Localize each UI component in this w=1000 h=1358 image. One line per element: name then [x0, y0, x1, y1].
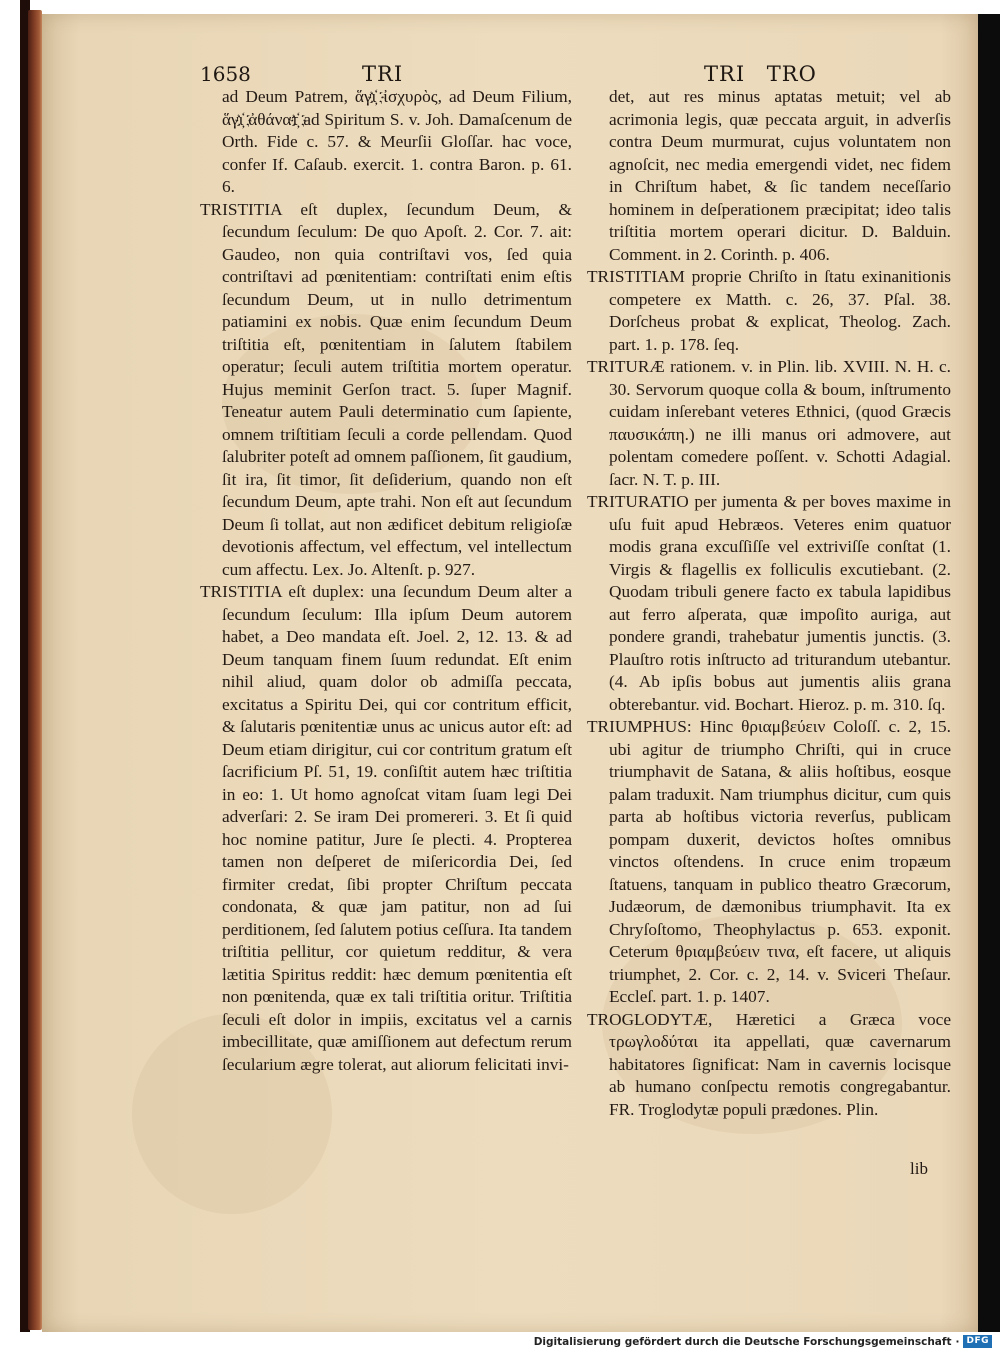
entry-paragraph: TRITURATIO per jumenta & per boves maxime in uſu fuit apud Hebræos. Veteres enim quatuor modis grana excuſſiſſe vel extriviſſe conſtat (1. Virgis & flagellis ex folliculis excutiebant. (2. Quodam tribuli genere facto ex tabula lapidibus aut ferro aſperata, quæ impoſito auriga, aut pondere grandi, trahebatur jumentis junctis. (3. Plauſtro rotis inſtructo ad triturandum utebantur. (4. Ab ipſis bobus aut jumentis aliis grana obterebantur. vid. Bochart. Hieroz. p. m. 310. ſq. [587, 492, 951, 714]
entry-paragraph: TRISTITIA eſt duplex: una ſecundum Deum alter a ſecundum ſeculum: Illa ipſum Deum autorem habet, a Deo mandata eſt. Joel. 2, 12. 13. & ad Deum tanquam finem ſuum redundat. Eſt enim nihil aliud, quam dolor ob admiſſa peccata, excitatus a Spiritu Dei, qui cor contritum efficit, & ſalutaris pœnitentiæ unus ac unicus autor eſt: ad Deum etiam dirigitur, cui cor contritum gratum eſt ſacrificium Pſ. 51, 19. conſiſtit autem hæc triſtitia in eo: 1. Ut homo agnoſcat vitam ſuam legi Dei adverſari: 2. Se iram Dei promereri. 3. Et ſi quid hoc nomine patitur, Jure ſe plecti. 4. Propterea tamen non deſperet de miſericordia Dei, ſed firmiter credat, ſibi propter Chriſtum peccata condonata, & quæ jam patitur, non ad ſui perditionem, ſed ſalutem potius ceſſura. Ita tandem triſtitia pellitur, cor quietum redditur, & vera lætitia Spiritus reddit: hæc demum pœnitentia eſt non pœnitenda, quæ ex tali triſtitia oritur. Triſtitia ſeculi eſt dolor in impiis, excitatus vel a carnis imbecillitate, quæ amiſſionem aut defectum rerum ſecularium ægre tolerat, aut aliorum felicitati invi- [200, 582, 572, 1074]
footer-text: Digitalisierung gefördert durch die Deutsche Forschungsgemeinschaft [533, 1335, 952, 1348]
left-column [200, 86, 572, 1076]
entry-paragraph: TRISTITIA eſt duplex, ſecundum Deum, & ſecundum ſeculum: De quo Apoſt. 2. Cor. 7. ait: Gaudeo, non quia contriſtavi vos, ſed quia contriſtavi ad pœnitentiam: contriſtati enim eſtis ſecundum Deum, ut in nullo detrimentum patiamini ex nobis. Quæ enim ſecundum Deum triſtitia eſt, pœnitentiam in ſalutem ſtabilem operatur; ſeculi autem triſtitia mortem operatur. Hujus meminit Gerſon tract. 5. ſuper Magnif. Teneatur autem Pauli determinatio cum ſapiente, omnem triſtitiam ſeculi a corde pellendam. Quod ſalubriter poteſt ad omnem paſſionem, ſit gaudium, ſit ira, ſit timor, ſit deſiderium, quando non eſt ſecundum Deum, apte trahi. Non eſt aut ſecundum Deum ſi tollat, aut non ædificet debitum religioſæ devotionis affectum, vel effectum, vel intellectum cum affectu. Lex. Jo. Altenſt. p. 927. [200, 199, 572, 579]
entry-paragraph: det, aut res minus aptatas metuit; vel ab acrimonia legis, quæ peccata arguit, in adverſis contra Deum murmurat, cujus voluntatem non agnoſcit, nec media emergendi videt, nec fidem in Chriſtum habet, & ſic tandem neceſſario hominem in deſperationem præcipitat; ideo talis triſtitia mortem operari dicitur. D. Balduin. Comment. in 2. Corinth. p. 406. [609, 87, 951, 264]
page-number: 1658 [200, 62, 251, 86]
entry-paragraph: TRITURÆ rationem. v. in Plin. lib. XVIII. N. H. c. 30. Servorum quoque colla & boum, inſtrumento cuidam inſerebant veteres Ethnici, (quod Græcis παυσικάπη.) ne illi manus ori admovere, aut polentam comedere poſſent. v. Schotti Adagial. ſacr. N. T. p. III. [587, 357, 951, 489]
entry-paragraph: TRISTITIAM proprie Chriſto in ſtatu exinanitionis competere ex Matth. c. 26, 37. Pſal. 38. Dorſcheus probat & explicat, Theolog. Zach. part. 1. p. 178. ſeq. [587, 267, 951, 354]
catchword: lib [910, 1159, 928, 1178]
entry-paragraph: ad Deum Patrem, ἅγι҉ ἰσχυρὸς, ad Deum Filium, ἅγι҉ ἀθάνατ҉ ad Spiritum S. v. Joh. Damaſcenum de Orth. Fide c. 57. & Meurſii Gloſſar. hac voce, confer If. Caſaub. exercit. 1. contra Baron. p. 61. 6. [222, 87, 572, 196]
dfg-logo: DFG [963, 1335, 992, 1348]
entry-paragraph: TROGLODYTÆ, Hæretici a Græca voce τρωγλοδύται ita appellati, quæ cavernarum habitatores ſignificat: Nam in cavernis locisque ab humano conſpectu remotis congregabantur. FR. Troglodytæ populi prædones. Plin. [587, 1009, 951, 1119]
running-head-right: TRI TRO [704, 62, 817, 86]
entry-paragraph: TRIUMPHUS: Hinc θριαμβεύειν Coloſſ. c. 2, 15. ubi agitur de triumpho Chriſti, qui in cruce triumphavit de Satana, & aliis hoſtibus, eosque palam traduxit. Nam triumphus dicitur, cum quis parta ab hoſtibus victoria reverſus, publicam pompam duxerit, devictos hoſtes omnibus vinctos oſtendens. In cruce enim tropæum ſtatuens, tanquam in publico theatro Græcorum, Judæorum, de dæmonibus triumphavit. Ita ex Chryſoſtomo, Theophylactus p. 653. exponit. Ceterum θριαμβεύειν τινα, eſt facere, ut aliquis triumphet, 2. Cor. c. 2, 14. v. Sviceri Theſaur. Eccleſ. part. 1. p. 1407. [587, 717, 951, 1006]
running-head-left: TRI [362, 62, 404, 86]
right-column [587, 86, 951, 1121]
funding-footer [534, 1335, 992, 1348]
footer-separator: · [955, 1335, 960, 1348]
page-edge-left [28, 10, 42, 1330]
scan-border-right [978, 14, 1000, 1332]
